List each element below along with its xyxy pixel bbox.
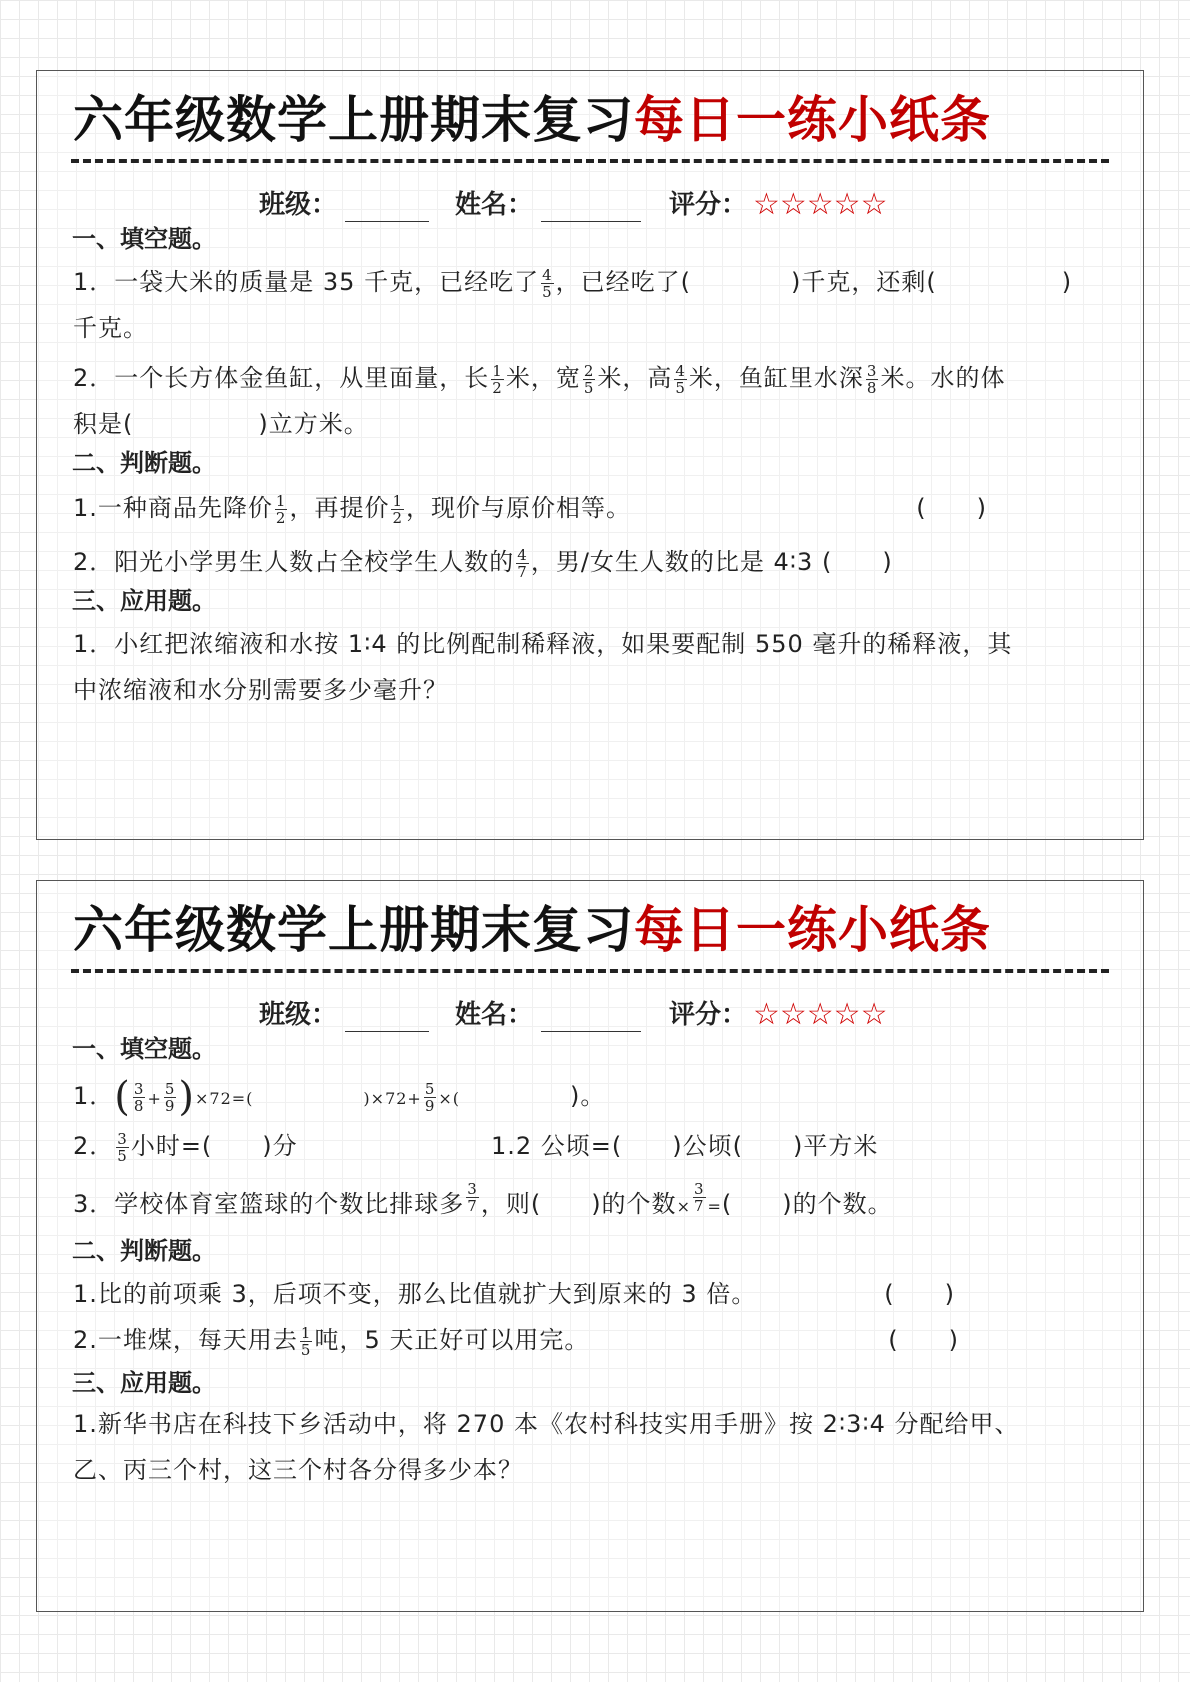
title-main: 六年级数学上册期末复习	[73, 91, 634, 149]
fraction: $\frac{3}{7}$	[693, 1180, 705, 1215]
answer-parentheses[interactable]: ( )	[884, 1280, 955, 1308]
question-2: 2．一个长方体金鱼缸，从里面量，长 $\frac{1}{2}$ 米，宽 $\frac{2}{5}$ 米，高 $\frac{4}{5}$ 米，鱼缸里水深 $\frac{3}{8}$ 米。水的体	[73, 361, 1006, 397]
section-fill-blank: 一、填空题。	[72, 1035, 216, 1063]
class-label: 班级：	[259, 1000, 338, 1030]
name-label: 姓名：	[455, 1000, 534, 1030]
name-blank[interactable]	[541, 221, 641, 222]
score-stars[interactable]: ☆☆☆☆☆	[753, 187, 888, 222]
score-label: 评分：	[669, 190, 748, 220]
name-label: 姓名：	[455, 190, 534, 220]
score-label: 评分：	[669, 1000, 748, 1030]
question-2-cont: 积是( )立方米。	[73, 410, 369, 438]
answer-parentheses[interactable]: ( )	[888, 1326, 959, 1354]
worksheet-card-2	[36, 880, 1144, 1612]
title-highlight: 每日一练小纸条	[634, 91, 991, 149]
judgement-2: 2．阳光小学男生人数占全校学生人数的 $\frac{4}{7}$ ，男/女生人数的比是 4∶3 ( )	[73, 545, 893, 581]
name-blank[interactable]	[541, 1031, 641, 1032]
class-blank[interactable]	[345, 221, 429, 222]
fraction: $\frac{3}{7}$	[467, 1180, 478, 1215]
fraction: $\frac{4}{5}$	[675, 361, 686, 397]
dashed-divider	[71, 969, 1109, 973]
question-2: 2． $\frac{3}{5}$ 小时=( )分 1.2 公顷=( )公顷( )平方米	[73, 1123, 1117, 1169]
dashed-divider	[71, 159, 1109, 163]
section-judgement: 二、判断题。	[72, 1237, 216, 1265]
right-paren: )	[178, 1074, 195, 1120]
fraction: $\frac{3}{8}$	[133, 1079, 145, 1115]
fraction: $\frac{3}{8}$	[866, 361, 878, 397]
judgement-1: 1.一种商品先降价 $\frac{1}{2}$ ，再提价 $\frac{1}{2}$ ，现价与原价相等。 ( )	[73, 485, 1117, 531]
fraction: $\frac{1}{2}$	[492, 361, 503, 397]
section-application: 三、应用题。	[72, 587, 216, 615]
section-judgement: 二、判断题。	[72, 449, 216, 477]
class-blank[interactable]	[345, 1031, 429, 1032]
application-1-cont: 乙、丙三个村，这三个村各分得多少本？	[73, 1456, 523, 1484]
title-main: 六年级数学上册期末复习	[73, 901, 634, 959]
fraction: $\frac{5}{9}$	[164, 1079, 176, 1115]
question-2-hectare: 1.2 公顷=( )公顷( )平方米	[491, 1132, 879, 1160]
question-3: 3．学校体育室篮球的个数比排球多 $\frac{3}{7}$ ，则( )的个数× $\frac{3}{7}$ =( )的个数。	[73, 1180, 893, 1218]
section-application: 三、应用题。	[72, 1369, 216, 1397]
worksheet-title	[73, 895, 991, 965]
fraction: $\frac{1}{5}$	[300, 1323, 312, 1359]
title-highlight: 每日一练小纸条	[634, 901, 991, 959]
fraction: $\frac{4}{7}$	[517, 545, 528, 581]
worksheet-title	[73, 85, 991, 155]
worksheet-card-1	[36, 70, 1144, 840]
judgement-1: 1.比的前项乘 3，后项不变，那么比值就扩大到原来的 3 倍。 ( )	[73, 1271, 1117, 1317]
question-1: 1．( $\frac{3}{8}$ + $\frac{5}{9}$ )×72=( )×72+ $\frac{5}{9}$ ×( )。	[73, 1074, 606, 1120]
fraction: $\frac{1}{2}$	[392, 491, 403, 527]
application-1-cont: 中浓缩液和水分别需要多少毫升？	[73, 676, 448, 704]
question-1-cont: 千克。	[73, 314, 148, 342]
answer-parentheses[interactable]: ( )	[916, 494, 987, 522]
fraction: $\frac{4}{5}$	[542, 265, 553, 301]
judgement-2: 2.一堆煤，每天用去 $\frac{1}{5}$ 吨，5 天正好可以用完。 ( )	[73, 1317, 1117, 1363]
application-1: 1.新华书店在科技下乡活动中，将 270 本《农村科技实用手册》按 2∶3∶4 分配给甲、	[73, 1410, 1020, 1438]
application-1: 1．小红把浓缩液和水按 1∶4 的比例配制稀释液，如果要配制 550 毫升的稀释液，其	[73, 630, 1013, 658]
section-fill-blank: 一、填空题。	[72, 225, 216, 253]
fraction: $\frac{3}{5}$	[117, 1129, 128, 1165]
class-label: 班级：	[259, 190, 338, 220]
fraction: $\frac{1}{2}$	[275, 491, 287, 527]
fraction: $\frac{2}{5}$	[583, 361, 595, 397]
left-paren: (	[114, 1074, 131, 1120]
fraction: $\frac{5}{9}$	[424, 1079, 436, 1115]
score-stars[interactable]: ☆☆☆☆☆	[753, 997, 888, 1032]
question-1: 1．一袋大米的质量是 35 千克，已经吃了 $\frac{4}{5}$ ，已经吃了( )千克，还剩( )	[73, 265, 1073, 301]
